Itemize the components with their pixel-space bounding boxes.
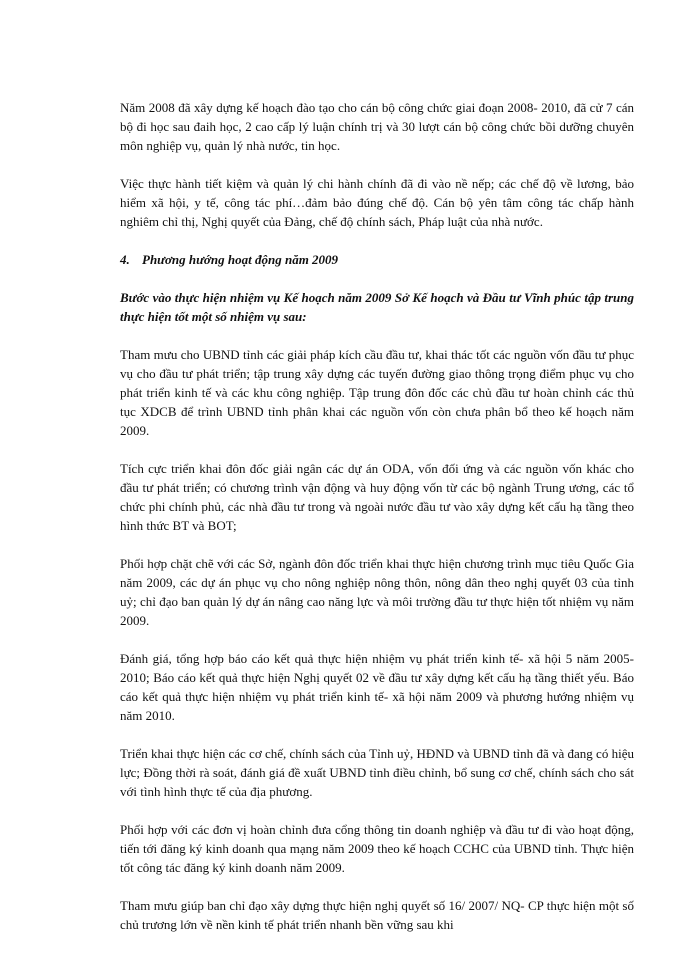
paragraph-savings-practice: Việc thực hành tiết kiệm và quản lý chi hành chính đã đi vào nề nếp; các chế độ về lương, bảo hiểm xã hội, y tế, công tác phí…đảm bảo đúng chế độ. Cán bộ yên tâm công tác chấp hành nghiêm chỉ thị, Nghị quyết của Đảng, chế độ chính sách, Pháp luật của nhà nước. xyxy=(120,176,634,229)
task-paragraph-6: Phối hợp với các đơn vị hoàn chỉnh đưa cổng thông tin doanh nghiệp và đầu tư đi vào hoạt động, tiến tới đăng ký kinh doanh qua mạng năm 2009 theo kế hoạch CCHC của UBND tỉnh. Thực hiện tốt công tác đăng ký kinh doanh năm 2009. xyxy=(120,822,634,875)
task-paragraph-2: Tích cực triển khai đôn đốc giải ngân các dự án ODA, vốn đối ứng và các nguồn vốn khác cho đầu tư phát triển; có chương trình vận động và huy động vốn từ các bộ ngành Trung ương, các tổ chức phi chính phủ, các nhà đầu tư trong và ngoài nước đầu tư vào xây dựng kết cấu hạ tầng theo hình thức BT và BOT; xyxy=(120,461,634,533)
task-paragraph-4: Đánh giá, tổng hợp báo cáo kết quả thực hiện nhiệm vụ phát triển kinh tế- xã hội 5 năm 2005- 2010; Báo cáo kết quả thực hiện Nghị quyết 02 về đầu tư xây dựng kết cấu hạ tầng thiết yếu. Báo cáo kết quả thực hiện nhiệm vụ phát triển kinh tế- xã hội năm 2009 và phương hướng nhiệm vụ năm 2010. xyxy=(120,651,634,723)
section-title: Phương hướng hoạt động năm 2009 xyxy=(142,252,339,267)
section-heading xyxy=(120,250,634,269)
paragraph-training-plan: Năm 2008 đã xây dựng kế hoạch đào tạo cho cán bộ công chức giai đoạn 2008- 2010, đã cử 7 cán bộ đi học sau đaih học, 2 cao cấp lý luận chính trị và 30 lượt cán bộ công chức bồi dưỡng chuyên môn nghiệp vụ, quản lý nhà nước, tin học. xyxy=(120,100,634,153)
task-paragraph-7: Tham mưu giúp ban chỉ đạo xây dựng thực hiện nghị quyết số 16/ 2007/ NQ- CP thực hiện một số chủ trương lớn về nền kinh tế phát triển nhanh bền vững sau khi xyxy=(120,898,634,932)
section-number: 4. xyxy=(120,252,130,267)
task-paragraph-1: Tham mưu cho UBND tỉnh các giải pháp kích cầu đầu tư, khai thác tốt các nguồn vốn đầu tư phục vụ cho đầu tư phát triển; tập trung xây dựng các tuyến đường giao thông trọng điểm phục vụ cho phát triển kinh tế và các khu công nghiệp. Tập trung đôn đốc các chủ đầu tư hoàn chỉnh các thủ tục XDCB để trình UBND tỉnh phân khai các nguồn vốn còn chưa phân bổ theo kế hoạch năm 2009. xyxy=(120,347,634,438)
task-paragraph-5: Triển khai thực hiện các cơ chế, chính sách của Tỉnh uỷ, HĐND và UBND tỉnh đã và đang có hiệu lực; Đồng thời rà soát, đánh giá đề xuất UBND tỉnh điều chỉnh, bổ sung cơ chế, chính sách cho sát với tình hình thực tế của địa phương. xyxy=(120,746,634,799)
section-intro: Bước vào thực hiện nhiệm vụ Kế hoạch năm 2009 Sở Kế hoạch và Đầu tư Vĩnh phúc tập trung thực hiện tốt một số nhiệm vụ sau: xyxy=(120,290,634,324)
task-paragraph-3: Phối hợp chặt chẽ với các Sở, ngành đôn đốc triển khai thực hiện chương trình mục tiêu Quốc Gia năm 2009, các dự án phục vụ cho nông nghiệp nông thôn, nông dân theo nghị quyết 03 của tỉnh uỷ; chỉ đạo ban quản lý dự án nâng cao năng lực và môi trường đầu tư thực hiện tốt nhiệm vụ năm 2009. xyxy=(120,556,634,628)
document-body xyxy=(120,98,634,934)
